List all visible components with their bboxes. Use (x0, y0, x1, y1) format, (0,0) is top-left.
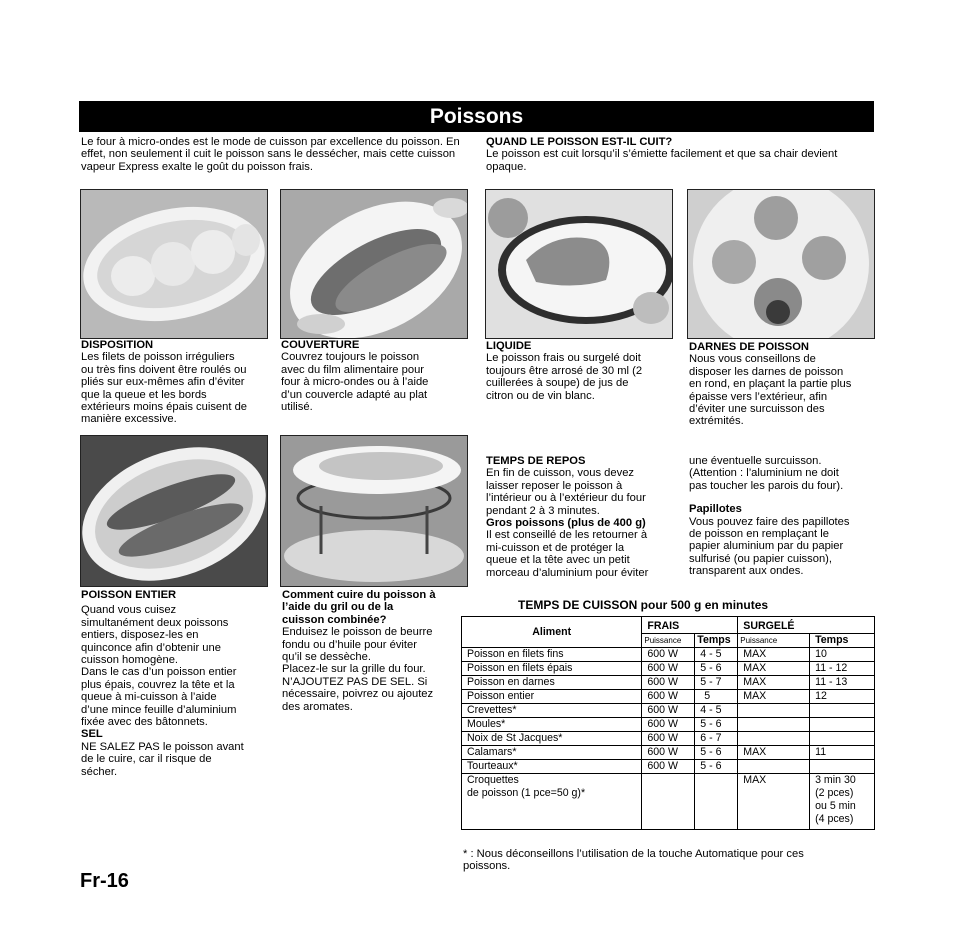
liquide-text: Le poisson frais ou surgelé doit toujours être arrosé de 30 ml (2 cuillerées à soupe) de jus de citron ou de vin blanc. (486, 352, 643, 402)
sub-puissance-surgele: Puissance (738, 634, 810, 648)
section-repos (486, 455, 681, 579)
gril-text: Enduisez le poisson de beurre fondu ou d’huile pour éviter qu’il se dessèche. Placez-le sur la grille du four. N’AJOUTEZ PAS DE SEL. Si nécessaire, poivrez ou ajoutez des aromates. (282, 626, 434, 713)
table-cell-fp: 600 W (642, 760, 695, 774)
page-number: Fr-16 (80, 870, 129, 892)
table-cell-ft (695, 774, 738, 830)
table-row (462, 732, 875, 746)
table-cell-ft: 6 - 7 (695, 732, 738, 746)
repos-heading: TEMPS DE REPOS (486, 455, 586, 467)
table-cell-st: 11 (810, 746, 875, 760)
table-cell-fp: 600 W (642, 690, 695, 704)
table-cell-sp: MAX (738, 746, 810, 760)
table-row (462, 690, 875, 704)
gros-heading: Gros poissons (plus de 400 g) (486, 517, 646, 530)
table-cell-st: 3 min 30 (2 pces) ou 5 min (4 pces) (810, 774, 875, 830)
table-row (462, 718, 875, 732)
table-cell-st: 12 (810, 690, 875, 704)
table-cell-fp: 600 W (642, 732, 695, 746)
photo-fish-on-grill (280, 435, 468, 587)
sel-text: NE SALEZ PAS le poisson avant de le cuire, car il risque de sécher. (81, 740, 244, 778)
entier-heading: POISSON ENTIER (81, 589, 177, 601)
photo-fish-darnes (687, 189, 875, 339)
table-cell-aliment: Croquettes de poisson (1 pce=50 g)* (462, 774, 642, 830)
section-darnes (689, 341, 879, 428)
table-cell-aliment: Moules* (462, 718, 642, 732)
table-cell-aliment: Tourteaux* (462, 760, 642, 774)
intro-text: Le four à micro-ondes est le mode de cuisson par excellence du poisson. En effet, non seulement il cuit le poisson sans le dessécher, mais cette cuisson vapeur Express exalte le goût du poisson frais. (81, 136, 460, 173)
table-cell-st (810, 760, 875, 774)
page-title: Poissons (79, 101, 874, 132)
section-cuit (486, 136, 866, 173)
table-cell-st: 11 - 12 (810, 662, 875, 676)
table-row (462, 676, 875, 690)
table-cell-sp: MAX (738, 676, 810, 690)
section-liquide (486, 340, 681, 402)
section-repos-cont (689, 455, 879, 578)
table-row (462, 662, 875, 676)
papillotes-text: Vous pouvez faire des papillotes de poisson en remplaçant le papier aluminium par du papier sulfurisé (ou papier cuisson), transparent aux ondes. (689, 515, 850, 578)
table-cell-ft: 5 (695, 690, 738, 704)
table-cell-aliment: Noix de St Jacques* (462, 732, 642, 746)
liquide-heading: LIQUIDE (486, 340, 532, 352)
table-cell-st: 10 (810, 648, 875, 662)
table-row (462, 704, 875, 718)
disposition-text: Les filets de poisson irréguliers ou très fins doivent être roulés ou pliés sur eux-mêmes afin d’éviter que la queue et les bords extérieurs moins épais cuisent de manière excessive. (81, 351, 248, 426)
header-aliment: Aliment (462, 617, 642, 648)
table-cell-aliment: Calamars* (462, 746, 642, 760)
table-cell-aliment: Crevettes* (462, 704, 642, 718)
header-frais: FRAIS (642, 617, 738, 634)
photo-fish-steak-liquid (485, 189, 673, 339)
section-disposition (81, 339, 271, 426)
table-cell-sp (738, 732, 810, 746)
table-cell-sp: MAX (738, 690, 810, 704)
section-gril (282, 589, 472, 713)
table-cell-ft: 5 - 7 (695, 676, 738, 690)
table-cell-aliment: Poisson entier (462, 690, 642, 704)
sub-puissance-frais: Puissance (642, 634, 695, 648)
repos-text: En fin de cuisson, vous devez laisser reposer le poisson à l’intérieur ou à l’extérieur du four pendant 2 à 3 minutes. (486, 467, 646, 517)
darnes-text: Nous vous conseillons de disposer les darnes de poisson en rond, en plaçant la partie plus épaisse vers l’extérieur, afin d’éviter une surcuisson des extrémités. (689, 353, 852, 428)
table-cell-sp (738, 718, 810, 732)
table-cell-st (810, 718, 875, 732)
table-cell-st (810, 732, 875, 746)
table-cell-fp: 600 W (642, 704, 695, 718)
table-cell-ft: 5 - 6 (695, 760, 738, 774)
table-cell-sp (738, 760, 810, 774)
repos-cont-text: une éventuelle surcuisson. (Attention : l’aluminium ne doit pas toucher les parois du four). (689, 455, 844, 492)
entier-text: Quand vous cuisez simultanément deux poissons entiers, disposez-les en quinconce afin d’obtenir une cuisson homogène. Dans le cas d’un poisson entier plus épais, couvrez la tête et la queue à mi-cuisson à l’aide d’une mince feuille d’aluminium fixée avec des bâtonnets. (81, 604, 237, 729)
table-cell-aliment: Poisson en filets fins (462, 648, 642, 662)
table-cell-st (810, 704, 875, 718)
sub-temps-frais: Temps (695, 634, 738, 648)
gros-text: Il est conseillé de les retourner à mi-cuisson et de protéger la queue et la tête avec un petit morceau d’aluminium pour éviter (486, 529, 649, 579)
table-row (462, 746, 875, 760)
table-title: TEMPS DE CUISSON pour 500 g en minutes (518, 598, 769, 612)
table-cell-sp: MAX (738, 662, 810, 676)
table-cell-fp: 600 W (642, 746, 695, 760)
photo-covering-fish (280, 189, 468, 339)
couverture-heading: COUVERTURE (281, 339, 360, 351)
cooking-times-table (461, 616, 875, 830)
table-cell-st: 11 - 13 (810, 676, 875, 690)
photo-whole-fish (80, 435, 268, 587)
darnes-heading: DARNES DE POISSON (689, 341, 809, 353)
papillotes-heading: Papillotes (689, 503, 742, 516)
table-cell-sp (738, 704, 810, 718)
section-couverture (281, 339, 471, 413)
table-cell-fp: 600 W (642, 648, 695, 662)
table-cell-aliment: Poisson en darnes (462, 676, 642, 690)
couverture-text: Couvrez toujours le poisson avec du film alimentaire pour four à micro-ondes ou à l’aide d’un couvercle adapté au plat utilisé. (281, 351, 429, 414)
gril-heading: Comment cuire du poisson à l’aide du gril ou de la cuisson combinée? (282, 589, 436, 626)
sub-temps-surgele: Temps (810, 634, 875, 648)
table-cell-ft: 5 - 6 (695, 718, 738, 732)
table-cell-sp: MAX (738, 774, 810, 830)
table-footnote: * : Nous déconseillons l’utilisation de la touche Automatique pour ces poissons. (463, 848, 804, 873)
table-row (462, 648, 875, 662)
table-header-row (462, 617, 875, 634)
photo-rolled-fillets (80, 189, 268, 339)
table-cell-ft: 5 - 6 (695, 746, 738, 760)
sel-heading: SEL (81, 728, 103, 741)
cuit-text: Le poisson est cuit lorsqu’il s’émiette facilement et que sa chair devient opaque. (486, 148, 838, 173)
table-cell-fp: 600 W (642, 718, 695, 732)
table-cell-sp: MAX (738, 648, 810, 662)
table-cell-fp: 600 W (642, 676, 695, 690)
table-cell-ft: 4 - 5 (695, 648, 738, 662)
header-surgele: SURGELÉ (738, 617, 875, 634)
table-row (462, 760, 875, 774)
table-cell-ft: 4 - 5 (695, 704, 738, 718)
disposition-heading: DISPOSITION (81, 339, 154, 351)
table-cell-fp: 600 W (642, 662, 695, 676)
table-cell-fp (642, 774, 695, 830)
section-entier (81, 589, 271, 778)
table-cell-aliment: Poisson en filets épais (462, 662, 642, 676)
table-row (462, 774, 875, 830)
cuit-heading: QUAND LE POISSON EST-IL CUIT? (486, 136, 673, 148)
table-cell-ft: 5 - 6 (695, 662, 738, 676)
